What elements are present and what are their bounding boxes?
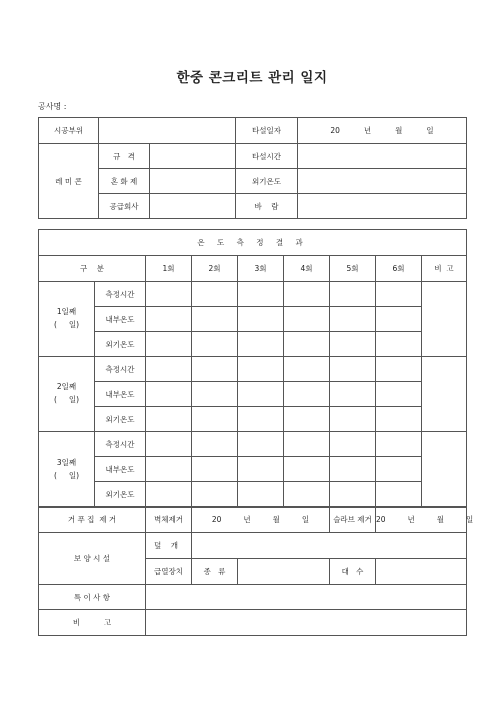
cell[interactable]	[284, 407, 330, 432]
form-removal-label: 거 푸 집 제 거	[39, 507, 146, 533]
kind-value[interactable]	[238, 559, 330, 585]
cell[interactable]	[146, 357, 192, 382]
cell[interactable]	[284, 357, 330, 382]
cell[interactable]	[238, 457, 284, 482]
cell[interactable]	[284, 282, 330, 307]
cell[interactable]	[146, 457, 192, 482]
outside-temp-value[interactable]	[298, 169, 467, 194]
wind-label: 바 람	[236, 194, 298, 219]
pour-time-label: 타설시간	[236, 144, 298, 169]
cell[interactable]	[330, 307, 376, 332]
special-notes-label: 특 이 사 항	[39, 585, 146, 610]
wind-value[interactable]	[298, 194, 467, 219]
cover-value[interactable]	[192, 533, 467, 559]
cell[interactable]	[284, 382, 330, 407]
cell[interactable]	[146, 482, 192, 508]
cell[interactable]	[238, 357, 284, 382]
pour-date-label: 타설일자	[236, 118, 298, 144]
slab-removal-label: 슬라브 제거	[330, 507, 376, 533]
temperature-header: 온 도 측 정 결 과	[39, 230, 467, 256]
cell[interactable]	[146, 432, 192, 457]
special-notes-value[interactable]	[146, 585, 467, 610]
cell[interactable]	[146, 407, 192, 432]
spec-value[interactable]	[150, 144, 236, 169]
remarks-label: 비 고	[39, 610, 146, 636]
supplier-label: 공급회사	[99, 194, 150, 219]
cell[interactable]	[376, 407, 422, 432]
kind-label: 종 류	[192, 559, 238, 585]
cell[interactable]	[330, 482, 376, 508]
cell[interactable]	[192, 332, 238, 357]
inner-temp-label: 내부온도	[95, 457, 146, 482]
site-part-label: 시공부위	[39, 118, 99, 144]
page-title: 한중 콘크리트 관리 일지	[176, 70, 328, 86]
round-1: 1회	[146, 256, 192, 282]
remicon-label: 레 미 콘	[39, 144, 99, 219]
cell[interactable]	[330, 407, 376, 432]
round-2: 2회	[192, 256, 238, 282]
round-4: 4회	[284, 256, 330, 282]
cell[interactable]	[330, 432, 376, 457]
cell[interactable]	[146, 307, 192, 332]
cell[interactable]	[192, 432, 238, 457]
cell[interactable]	[376, 307, 422, 332]
measure-time-label: 측정시간	[95, 282, 146, 307]
basic-info-table	[38, 117, 467, 219]
cell[interactable]	[146, 382, 192, 407]
quantity-label: 대 수	[330, 559, 376, 585]
cell[interactable]	[284, 482, 330, 508]
site-part-value[interactable]	[99, 118, 236, 144]
cell[interactable]	[330, 457, 376, 482]
temperature-table	[38, 229, 467, 508]
cell[interactable]	[192, 482, 238, 508]
quantity-value[interactable]	[376, 559, 467, 585]
cell[interactable]	[192, 457, 238, 482]
remark-label: 비 고	[422, 256, 467, 282]
cover-label: 덮 개	[146, 533, 192, 559]
round-5: 5회	[330, 256, 376, 282]
cell[interactable]	[284, 307, 330, 332]
slab-removal-date[interactable]: 20 년 월 일	[376, 507, 467, 533]
cell[interactable]	[146, 332, 192, 357]
cell[interactable]	[192, 357, 238, 382]
inner-temp-label: 내부온도	[95, 307, 146, 332]
cell[interactable]	[284, 432, 330, 457]
cell[interactable]	[284, 457, 330, 482]
cell[interactable]	[192, 382, 238, 407]
cell[interactable]	[376, 482, 422, 508]
cell[interactable]	[238, 307, 284, 332]
outer-temp-label: 외기온도	[95, 482, 146, 508]
remark-cell[interactable]	[422, 282, 467, 357]
round-6: 6회	[376, 256, 422, 282]
cell[interactable]	[238, 432, 284, 457]
cell[interactable]	[238, 482, 284, 508]
division-label: 구 분	[39, 256, 146, 282]
pour-date-value[interactable]: 20 년 월 일	[298, 118, 467, 144]
cell[interactable]	[330, 282, 376, 307]
cell[interactable]	[376, 332, 422, 357]
cell[interactable]	[330, 382, 376, 407]
spec-label: 규 격	[99, 144, 150, 169]
day-2-label: 2일째 ( 일)	[39, 357, 95, 432]
measure-time-label: 측정시간	[95, 357, 146, 382]
round-3: 3회	[238, 256, 284, 282]
day-3-label: 3일째 ( 일)	[39, 432, 95, 508]
supplier-value[interactable]	[150, 194, 236, 219]
cell[interactable]	[192, 282, 238, 307]
remarks-value[interactable]	[146, 610, 467, 636]
cell[interactable]	[238, 332, 284, 357]
cell[interactable]	[376, 382, 422, 407]
admixture-value[interactable]	[150, 169, 236, 194]
cell[interactable]	[238, 282, 284, 307]
remark-cell[interactable]	[422, 432, 467, 508]
outer-temp-label: 외기온도	[95, 407, 146, 432]
project-name-label: 공사명 :	[38, 102, 67, 111]
cell[interactable]	[330, 332, 376, 357]
curing-table	[38, 506, 474, 636]
cell[interactable]	[376, 282, 422, 307]
cell[interactable]	[238, 407, 284, 432]
cell[interactable]	[376, 357, 422, 382]
pour-time-value[interactable]	[298, 144, 467, 169]
wall-removal-label: 벽체제거	[146, 507, 192, 533]
cell[interactable]	[238, 382, 284, 407]
cell[interactable]	[330, 357, 376, 382]
cell[interactable]	[376, 457, 422, 482]
outer-temp-label: 외기온도	[95, 332, 146, 357]
outside-temp-label: 외기온도	[236, 169, 298, 194]
cell[interactable]	[146, 282, 192, 307]
heating-label: 급열장치	[146, 559, 192, 585]
admixture-label: 혼 화 제	[99, 169, 150, 194]
cell[interactable]	[284, 332, 330, 357]
measure-time-label: 측정시간	[95, 432, 146, 457]
cell[interactable]	[192, 407, 238, 432]
wall-removal-date[interactable]: 20 년 월 일	[192, 507, 330, 533]
cell[interactable]	[192, 307, 238, 332]
inner-temp-label: 내부온도	[95, 382, 146, 407]
curing-label: 보 양 시 설	[39, 533, 146, 585]
remark-cell[interactable]	[422, 357, 467, 432]
day-1-label: 1일째 ( 일)	[39, 282, 95, 357]
cell[interactable]	[376, 432, 422, 457]
